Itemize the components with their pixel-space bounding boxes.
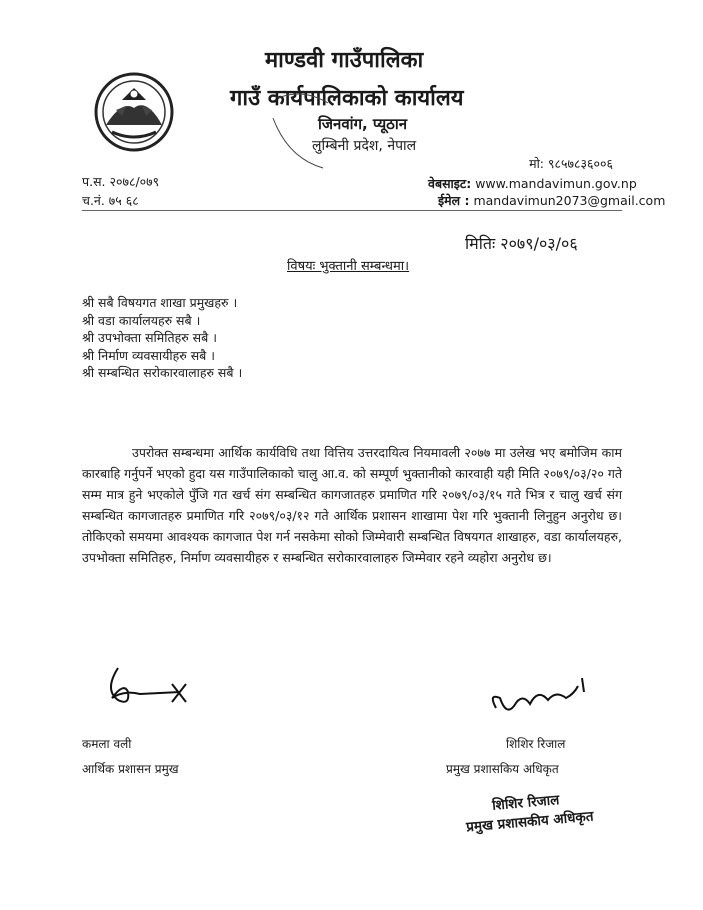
website-row bbox=[428, 175, 637, 192]
recipient-item: श्री सबै विषयगत शाखा प्रमुखहरु । bbox=[82, 295, 238, 310]
email-link[interactable]: mandavimun2073@gmail.com bbox=[473, 193, 666, 208]
right-signatory-title: प्रमुख प्रशासकिय अधिकृत bbox=[446, 762, 559, 776]
right-signatory-name: शिशिर रिजाल bbox=[506, 737, 566, 751]
letter-body: उपरोक्त सम्बन्धमा आर्थिक कार्यविधि तथा वित्तिय उत्तरदायित्व नियमावली २०७७ मा उलेख भए बमोजिम काम कारबाहि गर्नुपर्ने भएको हुदा यस गाउँपालिकाको चालु आ.व. को सम्पूर्ण भुक्तानीको कारवाही यही मिति २०७९/०३/२० गते सम्म मात्र हुने भएकोले पुँजि गत खर्च संग सम्बन्धित कागजातहरु प्रमाणित गरि २०७९/०३/१५ गते भित्र र चालु खर्च संग सम्बन्धित कागजातहरु प्रमाणित गरि २०७९/०३/१२ गते आर्थिक प्रशासन शाखामा पेश गरि भुक्तानी लिनुहुन अनुरोध छ। तोकिएको समयमा आवश्यक कागजात पेश गर्न नसकेमा सोको जिम्मेवारी सम्बन्धित विषयगत शाखाहरु, वडा कार्यालयहरु, उपभोक्ता समितिहरु, निर्माण व्यवसायीहरु र सम्बन्धित सरोकारवालाहरु जिम्मेवार रहने व्यहोरा अनुरोध छ। bbox=[82, 445, 622, 565]
recipient-item: श्री सम्बन्धित सरोकारवालाहरु सबै । bbox=[82, 365, 243, 380]
left-signature bbox=[100, 662, 200, 712]
office-province: लुम्बिनी प्रदेश, नेपाल bbox=[312, 138, 417, 154]
office-location: जिनवांग, प्यूठान bbox=[318, 115, 408, 133]
officer-title-stamp: प्रमुख प्रशासकीय अधिकृत bbox=[465, 808, 595, 836]
email-row bbox=[438, 192, 665, 209]
recipient-item: श्री उपभोक्ता समितिहरु सबै । bbox=[82, 330, 217, 345]
office-name: गाउँ कार्यपालिकाको कार्यालय bbox=[230, 86, 464, 111]
letter-ps-number: प.स. २०७८/०७९ bbox=[82, 174, 160, 189]
left-signatory-name: कमला वली bbox=[82, 737, 132, 751]
right-signature bbox=[486, 668, 596, 728]
website-label: वेबसाइट: bbox=[428, 176, 472, 191]
left-signatory-title: आर्थिक प्रशासन प्रमुख bbox=[82, 762, 179, 776]
recipient-item: श्री वडा कार्यालयहरु सबै । bbox=[82, 312, 201, 328]
letter-cn-number: च.नं. ७५ ६८ bbox=[82, 193, 139, 208]
email-label: ईमेल : bbox=[438, 193, 470, 208]
officer-name-stamp: शिशिर रिजाल bbox=[491, 792, 560, 814]
recipient-item: श्री निर्माण व्यवसायीहरु सबै । bbox=[82, 347, 215, 363]
header-divider bbox=[82, 210, 622, 211]
nepal-emblem-logo bbox=[92, 70, 176, 154]
letter-subject: विषयः भुक्तानी सम्बन्धमा। bbox=[287, 259, 410, 274]
website-link[interactable]: www.mandavimun.gov.np bbox=[475, 176, 637, 191]
office-round-stamp bbox=[268, 88, 338, 178]
municipality-name: माण्डवी गाउँपालिका bbox=[265, 48, 424, 73]
letter-date: मितिः २०७९/०३/०६ bbox=[465, 234, 578, 253]
phone-number: मो: ९८५७८३६००६ bbox=[529, 156, 613, 171]
recipient-list bbox=[82, 294, 242, 382]
